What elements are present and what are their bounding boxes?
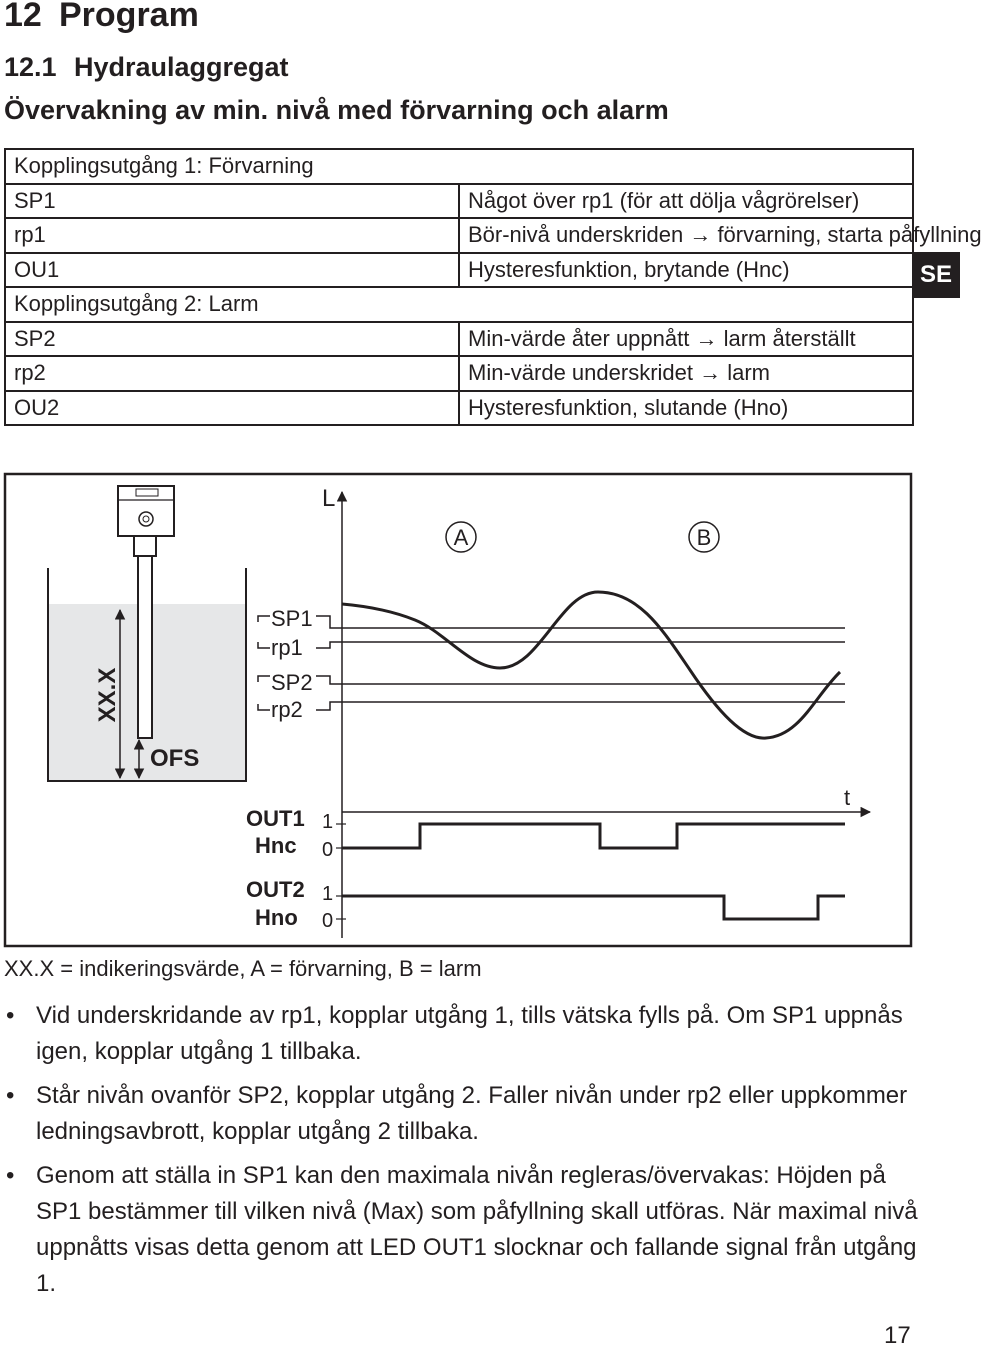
out2-level-ticks bbox=[336, 896, 346, 919]
parameter-code: OU1 bbox=[5, 253, 459, 288]
xx-label: XX.X bbox=[94, 667, 121, 723]
out1-low: 0 bbox=[322, 839, 334, 861]
table-row bbox=[5, 322, 913, 357]
page-number: 17 bbox=[884, 1322, 911, 1349]
out2-signal bbox=[342, 896, 845, 919]
table-section-row bbox=[5, 287, 913, 322]
threshold-lines bbox=[342, 628, 845, 702]
out2-name: OUT2 bbox=[246, 877, 305, 902]
language-tab: SE bbox=[912, 252, 960, 298]
table-row bbox=[5, 184, 913, 219]
out1-signal bbox=[342, 824, 845, 848]
parameter-code: rp2 bbox=[5, 356, 459, 391]
marker-b-label: B bbox=[696, 525, 712, 550]
out2-high: 1 bbox=[322, 883, 334, 905]
table-section-title: Kopplingsutgång 1: Förvarning bbox=[5, 149, 913, 184]
table-row bbox=[5, 253, 913, 288]
section-title: Hydraulaggregat bbox=[74, 52, 289, 82]
out1-level-ticks bbox=[336, 824, 346, 848]
out1-name: OUT1 bbox=[246, 806, 305, 831]
subsection-heading: Övervakning av min. nivå med förvarning och alarm bbox=[4, 95, 669, 125]
out1-high: 1 bbox=[322, 811, 334, 833]
section-number: 12.1 bbox=[4, 52, 57, 82]
settings-table bbox=[4, 148, 982, 426]
list-item bbox=[0, 1158, 930, 1302]
axis-l-label: L bbox=[322, 485, 336, 512]
level-switching-diagram bbox=[0, 470, 960, 950]
table-section-row bbox=[5, 149, 913, 184]
ofs-label: OFS bbox=[150, 745, 200, 772]
table-row bbox=[5, 356, 913, 391]
rp2-level-label: rp2 bbox=[271, 697, 303, 722]
marker-a-label: A bbox=[453, 525, 469, 550]
parameter-code: SP1 bbox=[5, 184, 459, 219]
rp1-level-label: rp1 bbox=[271, 635, 303, 660]
parameter-description: Min-värde åter uppnått → larm återställt bbox=[459, 322, 913, 357]
chapter-number: 12 bbox=[4, 0, 42, 34]
out2-low: 0 bbox=[322, 910, 334, 932]
out2-mode: Hno bbox=[255, 905, 298, 930]
axis-t-label: t bbox=[844, 785, 851, 810]
sp1-level-label: SP1 bbox=[271, 606, 313, 631]
parameter-description: Bör-nivå underskriden → förvarning, starta påfyllning bbox=[459, 218, 913, 253]
list-item bbox=[0, 1078, 930, 1150]
list-item-text: Står nivån ovanför SP2, kopplar utgång 2. Faller nivån under rp2 eller uppkommer ledningsavbrott, kopplar utgång 2 tillbaka. bbox=[36, 1082, 908, 1145]
parameter-description: Hysteresfunktion, brytande (Hnc) bbox=[459, 253, 913, 288]
list-item-text: Genom att ställa in SP1 kan den maximala nivån regleras/övervakas: Höjden på SP1 bestämmer till vilken nivå (Max) som påfyllning skall utföras. När maximal nivå uppnåtts visas detta genom att LED OUT1 slocknar och fallande signal från utgång 1. bbox=[36, 1162, 918, 1297]
list-item-text: Vid underskridande av rp1, kopplar utgång 1, tills vätska fylls på. Om SP1 uppnås igen, kopplar utgång 1 tillbaka. bbox=[36, 1002, 903, 1065]
parameter-description: Min-värde underskridet → larm bbox=[459, 356, 913, 391]
section-heading bbox=[4, 52, 289, 83]
parameter-description: Hysteresfunktion, slutande (Hno) bbox=[459, 391, 913, 426]
parameter-code: SP2 bbox=[5, 322, 459, 357]
sp2-level-label: SP2 bbox=[271, 670, 313, 695]
bullet-symbol: • bbox=[6, 1002, 15, 1029]
diagram-legend: XX.X = indikeringsvärde, A = förvarning, B = larm bbox=[4, 956, 482, 981]
bullet-list bbox=[0, 998, 930, 1310]
parameter-code: OU2 bbox=[5, 391, 459, 426]
chapter-heading bbox=[4, 0, 199, 35]
chapter-title: Program bbox=[59, 0, 199, 34]
bullet-symbol: • bbox=[6, 1082, 15, 1109]
table-row bbox=[5, 218, 913, 253]
table-section-title: Kopplingsutgång 2: Larm bbox=[5, 287, 913, 322]
parameter-description: Något över rp1 (för att dölja vågrörelser) bbox=[459, 184, 913, 219]
out1-mode: Hnc bbox=[255, 833, 297, 858]
level-curve bbox=[342, 592, 840, 738]
list-item bbox=[0, 998, 930, 1070]
parameter-code: rp1 bbox=[5, 218, 459, 253]
table-row bbox=[5, 391, 913, 426]
bullet-symbol: • bbox=[6, 1162, 15, 1189]
